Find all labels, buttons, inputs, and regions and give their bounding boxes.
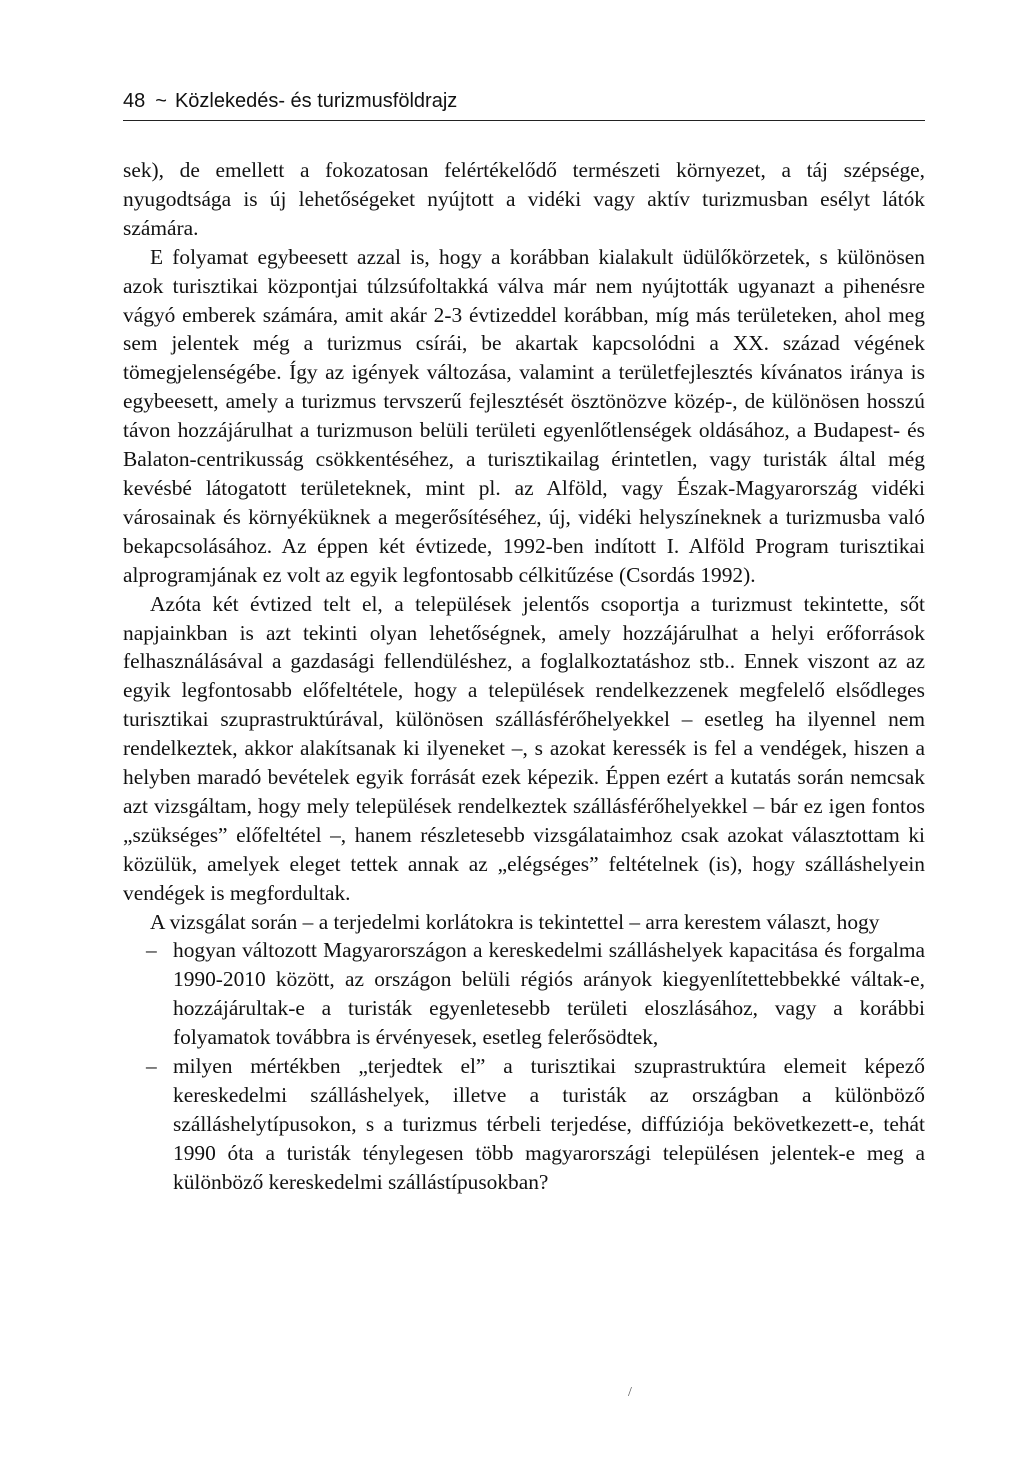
paragraph-2: E folyamat egybeesett azzal is, hogy a korábban kialakult üdülőkörzetek, s különösen azok turisztikai központjai túlzsúfoltakká válva már nem nyújtották ugyanazt a pihenésre vágyó emberek számára, amit akár 2-3 évtizeddel korábban, míg más területeken, ahol meg sem jelentek még a turizmus csírái, be akartak kapcsolódni a XX. század végének tömegjelenségébe. Így az igények változása, valamint a területfejlesztés kívánatos iránya is egybeesett, amely a turizmus tervszerű fejlesztését ösztönözve közép-, de különösen hosszú távon hozzájárulhat a turizmuson belüli területi egyenlőtlenségek oldásához, a Budapest- és Balaton-centrikusság csökkentéséhez, a turisztikailag érintetlen, vagy turisták által még kevésbé látogatott területeknek, mint pl. az Alföld, vagy Észak-Magyarország vidéki városainak és környéküknek a megerősítéséhez, új, vidéki helyszíneknek a turizmusba való bekapcsolásához. Az éppen két évtizede, 1992-ben indított I. Alföld Program turisztikai alprogramjának ez volt az egyik legfontosabb célkitűzése (Csordás 1992). xyxy=(123,244,925,587)
list-item xyxy=(123,1052,925,1197)
list-item-text: milyen mértékben „terjedtek el” a turisztikai szuprastruktúra elemeit képező kereskedelmi szálláshelyek, illetve a turisták az országban a különböző szálláshelytípusokon, s a turizmus térbeli terjedése, diffúziója bekövetkezett-e, tehát 1990 óta a turisták ténylegesen több magyarországi településen jelentek-e meg a különböző kereskedelmi szállástípusokban? xyxy=(173,1054,925,1194)
paragraph-3: Azóta két évtized telt el, a települések jelentős csoportja a turizmust tekintette, sőt napjainkban is azt tekinti olyan lehetőségnek, amely hozzájárulhat a helyi erőforrások felhasználásával a gazdasági fellendüléshez, a foglalkoztatáshoz stb.. Ennek viszont az az egyik legfontosabb előfeltétele, hogy a települések rendelkezzenek megfelelő elsődleges turisztikai szuprastruktúrával, különösen szállásférőhelyekkel – esetleg ha ilyennel nem rendelkeztek, akkor alakítsanak ki ilyeneket –, s azokat keressék is fel a vendégek, hiszen a helyben maradó bevételek egyik forrását ezek képezik. Éppen ezért a kutatás során nemcsak azt vizsgáltam, hogy mely települések rendelkeztek szállásférőhelyekkel – bár ez igen fontos „szükséges” előfeltétel –, hanem részletesebb vizsgálataimhoz csak azokat választottam ki közülük, amelyek eleget tettek annak az „elégséges” feltételnek (is), hogy szálláshelyein vendégek is megfordultak. xyxy=(123,591,925,905)
research-questions-list xyxy=(123,936,925,1196)
page-number: 48 xyxy=(123,90,146,112)
running-header xyxy=(123,82,925,121)
header-title: Közlekedés- és turizmusföldrajz xyxy=(174,90,458,112)
list-item xyxy=(123,936,925,1052)
stray-mark: / xyxy=(628,1385,632,1400)
body-text xyxy=(123,156,925,1197)
list-item-text: hogyan változott Magyarországon a kereskedelmi szálláshelyek kapacitása és forgalma 1990-2010 között, az országon belüli régiós arányok kiegyenlítettebbekké váltak-e, hozzájárultak-e a turisták egyenletesebb területi eloszlásához, vagy a korábbi folyamatok továbbra is érvényesek, esetleg felerősödtek, xyxy=(173,938,925,1050)
dash-marker: – xyxy=(146,938,157,963)
paragraph-4: A vizsgálat során – a terjedelmi korlátokra is tekintettel – arra kerestem választ, hogy xyxy=(150,909,880,934)
header-separator: ~ xyxy=(155,90,167,112)
paragraph-1: sek), de emellett a fokozatosan felértékelődő természeti környezet, a táj szépsége, nyugodtsága is új lehetőségeket nyújtott a vidéki vagy aktív turizmusban esélyt látók számára. xyxy=(123,158,925,240)
dash-marker: – xyxy=(146,1054,157,1079)
